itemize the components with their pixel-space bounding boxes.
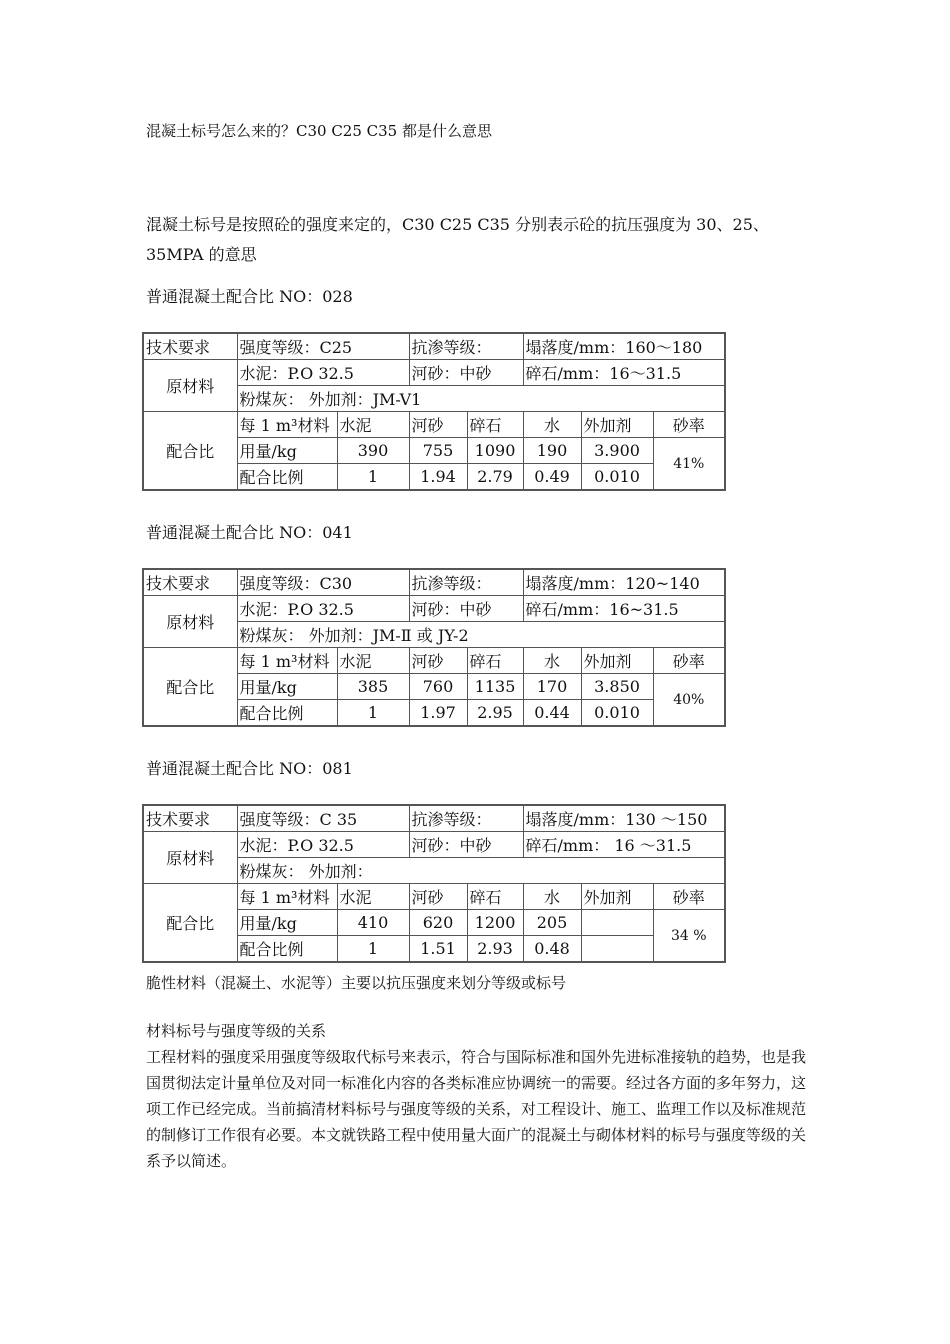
per-m3-label: 每 1 m³材料: [237, 884, 337, 910]
strength-grade: 强度等级：C30: [237, 569, 409, 596]
gravel: 碎石/mm： 16 ～31.5: [523, 832, 725, 858]
col-header-cement: 水泥: [337, 412, 409, 438]
ratio-cement: 1: [337, 700, 409, 727]
seepage-grade: 抗渗等级：: [409, 569, 523, 596]
kg-water: 170: [523, 674, 581, 700]
cement: 水泥：P.O 32.5: [237, 596, 409, 622]
kg-sand: 620: [409, 910, 467, 936]
mix-ratio-label: 配合比: [143, 648, 237, 727]
sand-rate-value: 34 %: [653, 910, 725, 963]
ratio-label: 配合比例: [237, 936, 337, 963]
col-header-admixture: 外加剂: [581, 884, 653, 910]
raw-material-label: 原材料: [143, 832, 237, 884]
kg-sand: 755: [409, 438, 467, 464]
kg-cement: 385: [337, 674, 409, 700]
ratio-water: 0.44: [523, 700, 581, 727]
col-header-gravel: 碎石: [467, 884, 523, 910]
per-m3-label: 每 1 m³材料: [237, 412, 337, 438]
col-header-gravel: 碎石: [467, 412, 523, 438]
section2-title: 材料标号与强度等级的关系: [146, 1022, 327, 1040]
cement: 水泥：P.O 32.5: [237, 832, 409, 858]
river-sand: 河砂：中砂: [409, 360, 523, 386]
tech-requirement-label: 技术要求: [143, 805, 237, 832]
ratio-admixture: 0.010: [581, 700, 653, 727]
kg-water: 205: [523, 910, 581, 936]
intro-paragraph: 混凝土标号是按照砼的强度来定的，C30 C25 C35 分别表示砼的抗压强度为 30、25、35MPA 的意思: [146, 215, 769, 264]
usage-label: 用量/kg: [237, 910, 337, 936]
section2-body: 工程材料的强度采用强度等级取代标号来表示，符合与国际标准和国外先进标准接轨的趋势，也是我国贯彻法定计量单位及对同一标准化内容的各类标准应协调统一的需要。经过各方面的多年努力，这项工作已经完成。当前搞清材料标号与强度等级的关系，对工程设计、施工、监理工作以及标准规范的制修订工作很有必要。本文就铁路工程中使用量大面广的混凝土与砌体材料的标号与强度等级的关系予以简述。: [146, 1048, 807, 1170]
ratio-sand: 1.94: [409, 464, 467, 491]
kg-admixture: 3.850: [581, 674, 653, 700]
kg-gravel: 1200: [467, 910, 523, 936]
river-sand: 河砂：中砂: [409, 596, 523, 622]
ratio-sand: 1.51: [409, 936, 467, 963]
col-header-sand-rate: 砂率: [653, 648, 725, 674]
gravel: 碎石/mm：16~31.5: [523, 596, 725, 622]
flyash-admixture: 粉煤灰： 外加剂：: [237, 858, 725, 884]
slump: 塌落度/mm：130 ～150: [523, 805, 725, 832]
ratio-water: 0.48: [523, 936, 581, 963]
kg-admixture: 3.900: [581, 438, 653, 464]
ratio-gravel: 2.79: [467, 464, 523, 491]
col-header-cement: 水泥: [337, 648, 409, 674]
ratio-label: 配合比例: [237, 700, 337, 727]
col-header-water: 水: [523, 884, 581, 910]
kg-admixture: [581, 910, 653, 936]
seepage-grade: 抗渗等级：: [409, 333, 523, 360]
raw-material-label: 原材料: [143, 360, 237, 412]
ratio-admixture: 0.010: [581, 464, 653, 491]
ratio-cement: 1: [337, 464, 409, 491]
kg-gravel: 1090: [467, 438, 523, 464]
sand-rate-value: 41%: [653, 438, 725, 491]
ratio-gravel: 2.95: [467, 700, 523, 727]
mix-ratio-label: 配合比: [143, 412, 237, 491]
mix-heading: 普通混凝土配合比 NO：028: [146, 287, 353, 306]
kg-cement: 390: [337, 438, 409, 464]
col-header-water: 水: [523, 412, 581, 438]
col-header-sand: 河砂: [409, 648, 467, 674]
ratio-water: 0.49: [523, 464, 581, 491]
document-title: 混凝土标号怎么来的？C30 C25 C35 都是什么意思: [146, 122, 492, 140]
kg-water: 190: [523, 438, 581, 464]
slump: 塌落度/mm：160～180: [523, 333, 725, 360]
mix-table: [142, 332, 726, 491]
ratio-cement: 1: [337, 936, 409, 963]
col-header-cement: 水泥: [337, 884, 409, 910]
strength-grade: 强度等级：C25: [237, 333, 409, 360]
brittle-material-note: 脆性材料（混凝土、水泥等）主要以抗压强度来划分等级或标号: [146, 974, 567, 992]
col-header-admixture: 外加剂: [581, 412, 653, 438]
tech-requirement-label: 技术要求: [143, 569, 237, 596]
col-header-water: 水: [523, 648, 581, 674]
per-m3-label: 每 1 m³材料: [237, 648, 337, 674]
col-header-admixture: 外加剂: [581, 648, 653, 674]
tech-requirement-label: 技术要求: [143, 333, 237, 360]
mix-table: [142, 568, 726, 727]
usage-label: 用量/kg: [237, 438, 337, 464]
sand-rate-value: 40%: [653, 674, 725, 727]
gravel: 碎石/mm：16～31.5: [523, 360, 725, 386]
col-header-sand: 河砂: [409, 884, 467, 910]
usage-label: 用量/kg: [237, 674, 337, 700]
flyash-admixture: 粉煤灰： 外加剂：JM-Ⅱ 或 JY-2: [237, 622, 725, 648]
mix-heading: 普通混凝土配合比 NO：081: [146, 759, 353, 778]
kg-sand: 760: [409, 674, 467, 700]
kg-gravel: 1135: [467, 674, 523, 700]
ratio-sand: 1.97: [409, 700, 467, 727]
river-sand: 河砂：中砂: [409, 832, 523, 858]
raw-material-label: 原材料: [143, 596, 237, 648]
ratio-label: 配合比例: [237, 464, 337, 491]
ratio-gravel: 2.93: [467, 936, 523, 963]
mix-heading: 普通混凝土配合比 NO：041: [146, 523, 353, 542]
ratio-admixture: [581, 936, 653, 963]
col-header-gravel: 碎石: [467, 648, 523, 674]
kg-cement: 410: [337, 910, 409, 936]
mix-ratio-label: 配合比: [143, 884, 237, 963]
cement: 水泥：P.O 32.5: [237, 360, 409, 386]
flyash-admixture: 粉煤灰： 外加剂：JM-V1: [237, 386, 725, 412]
seepage-grade: 抗渗等级：: [409, 805, 523, 832]
col-header-sand-rate: 砂率: [653, 412, 725, 438]
mix-table: [142, 804, 726, 963]
col-header-sand: 河砂: [409, 412, 467, 438]
slump: 塌落度/mm：120~140: [523, 569, 725, 596]
strength-grade: 强度等级：C 35: [237, 805, 409, 832]
col-header-sand-rate: 砂率: [653, 884, 725, 910]
